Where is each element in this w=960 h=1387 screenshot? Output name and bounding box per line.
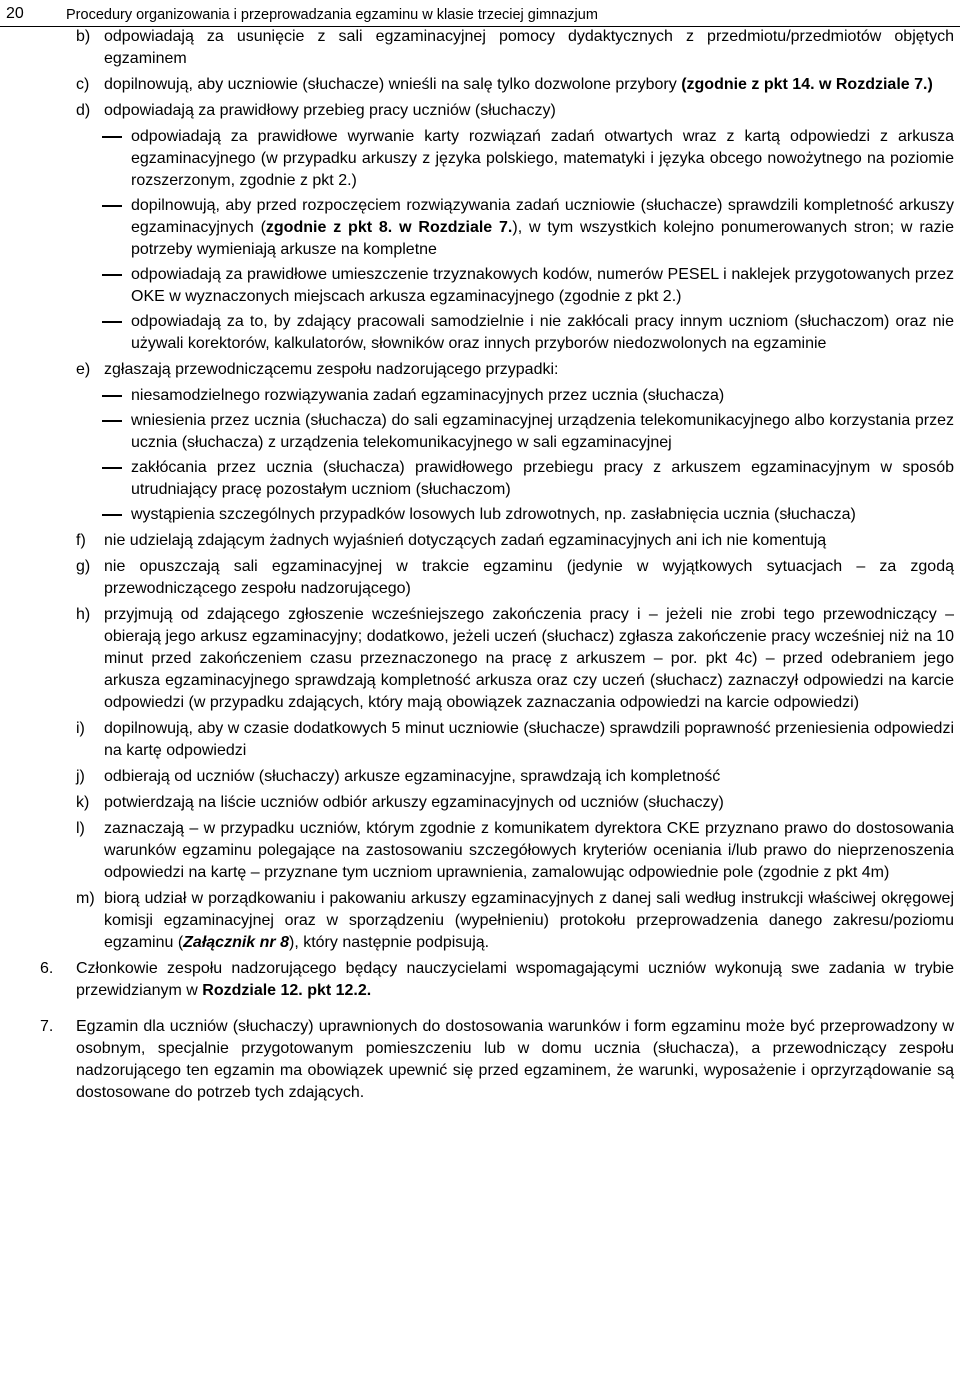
list-item-i	[0, 718, 960, 762]
item-label: b)	[76, 28, 91, 45]
item-text: potwierdzają na liście uczniów odbiór arkuszy egzaminacyjnych od uczniów (słuchaczy)	[104, 794, 724, 811]
dash-item-e1	[0, 385, 960, 407]
item-text: odbierają od uczniów (słuchaczy) arkusze egzaminacyjne, sprawdzają ich kompletność	[104, 768, 721, 785]
item-label: m)	[76, 890, 95, 907]
item-text: zgłaszają przewodniczącemu zespołu nadzorującego przypadki:	[104, 361, 559, 378]
dash-marker	[102, 274, 122, 276]
list-item-l	[0, 818, 960, 884]
point-label: 6.	[40, 960, 54, 977]
dash-text: wniesienia przez ucznia (słuchacza) do sali egzaminacyjnej urządzenia telekomunikacyjnego albo korzystania przez ucznia (słuchacza) z urządzenia telekomunikacyjnego w sali egzaminacyjnej	[131, 412, 954, 451]
item-label: h)	[76, 606, 91, 623]
item-label: e)	[76, 361, 91, 378]
dash-reference: zgodnie z pkt 8. w Rozdziale 7.	[265, 219, 513, 236]
attachment-reference: Załącznik nr 8	[183, 934, 289, 951]
list-item-h	[0, 604, 960, 714]
item-label: c)	[76, 76, 90, 93]
item-text: odpowiadają za prawidłowy przebieg pracy uczniów (słuchaczy)	[104, 102, 556, 119]
point-6	[0, 958, 960, 1002]
point-text: Egzamin dla uczniów (słuchaczy) uprawnionych do dostosowania warunków i form egzaminu może być przeprowadzony w osobnym, specjalnie przygotowanym pomieszczeniu lub w domu ucznia (słuchacza), a przewodniczący zespołu nadzorującego ten egzamin ma obowiązek upewnić się przed egzaminem, że warunki, wyposażenie i oprzyrządowanie są dostosowane do potrzeb tych zdających.	[76, 1018, 954, 1101]
item-label: i)	[76, 720, 85, 737]
point-text: Członkowie zespołu nadzorującego będący nauczycielami wspomagającymi uczniów wykonują swe zadania w trybie przewidzianym w Rozdziale 12. pkt 12.2.	[76, 960, 954, 999]
item-text: zaznaczają – w przypadku uczniów, którym zgodnie z komunikatem dyrektora CKE przyznano prawo do dostosowania warunków egzaminu polegające na zastosowaniu szczegółowych kryteriów oceniania i/lub prawo do nieprzenoszenia odpowiedzi na kartę – przyznane tym uczniom uprawnienia, zamalowując odpowiednie pole (zgodnie z pkt 4m)	[104, 820, 954, 881]
item-reference: (zgodnie z pkt 14. w Rozdziale 7.)	[681, 76, 933, 93]
item-text: odpowiadają za usunięcie z sali egzaminacyjnej pomocy dydaktycznych z przedmiotu/przedmiotów objętych egzaminem	[104, 28, 954, 67]
dash-item-e4	[0, 504, 960, 526]
item-text: dopilnowują, aby uczniowie (słuchacze) wnieśli na salę tylko dozwolone przybory (zgodnie z pkt 14. w Rozdziale 7.)	[104, 76, 933, 93]
item-text: nie opuszczają sali egzaminacyjnej w trakcie egzaminu (jedynie w wyjątkowych sytuacjach – za zgodą przewodniczącego zespołu nadzorującego)	[104, 558, 954, 597]
dash-marker	[102, 514, 122, 516]
document-body	[0, 26, 960, 1104]
dash-text: wystąpienia szczególnych przypadków losowych lub zdrowotnych, np. zasłabnięcia ucznia (słuchacza)	[131, 506, 856, 523]
item-text: przyjmują od zdającego zgłoszenie wcześniejszego zakończenia pracy i – jeżeli nie zrobi tego przewodniczący – obierają jego arkusz egzaminacyjny; dodatkowo, jeżeli uczeń (słuchacz) zgłasza zakończenie pracy wcześniej niż na 10 minut przed zakończeniem czasu przeznaczonego na pracę z arkuszem – por. pkt 4c) – przed odebraniem jego arkusza egzaminacyjnego sprawdzają kompletność arkusza oraz czy uczeń (słuchacz) zaznaczył odpowiedzi na karcie odpowiedzi (w przypadku zdających, który mają obowiązek zaznaczania odpowiedzi na karcie odpowiedzi)	[104, 606, 954, 711]
list-item-m	[0, 888, 960, 954]
dash-item-d1	[0, 126, 960, 192]
dash-marker	[102, 395, 122, 397]
list-item-j	[0, 766, 960, 788]
item-label: k)	[76, 794, 90, 811]
dash-item-d3	[0, 264, 960, 308]
dash-marker	[102, 205, 122, 207]
dash-item-e2	[0, 410, 960, 454]
dash-text: odpowiadają za prawidłowe wyrwanie karty rozwiązań zadań otwartych wraz z kartą odpowiedzi z arkusza egzaminacyjnego (w przypadku arkuszy z języka polskiego, matematyki i języka obcego nowożytnego na poziomie rozszerzonym, zgodnie z pkt 2.)	[131, 128, 954, 189]
dash-text: odpowiadają za prawidłowe umieszczenie trzyznakowych kodów, numerów PESEL i naklejek przygotowanych przez OKE w wyznaczonych miejscach arkusza egzaminacyjnego (zgodnie z pkt 2.)	[131, 266, 954, 305]
item-text: dopilnowują, aby w czasie dodatkowych 5 minut uczniowie (słuchacze) sprawdzili poprawność przeniesienia odpowiedzi na kartę odpowiedzi	[104, 720, 954, 759]
page-header	[0, 3, 960, 25]
point-reference: Rozdziale 12. pkt 12.2.	[202, 982, 372, 999]
item-label: f)	[76, 532, 86, 549]
point-7	[0, 1016, 960, 1104]
page-number: 20	[6, 5, 24, 22]
dash-item-d4	[0, 311, 960, 355]
list-item-k	[0, 792, 960, 814]
dash-item-e3	[0, 457, 960, 501]
item-label: j)	[76, 768, 85, 785]
item-text: biorą udział w porządkowaniu i pakowaniu arkuszy egzaminacyjnych z danej sali według instrukcji właściwej okręgowej komisji egzaminacyjnej oraz w sporządzeniu (wypełnieniu) protokołu przeprowadzenia danego zakresu/poziomu egzaminu (Załącznik nr 8), który następnie podpisują.	[104, 890, 954, 951]
list-item-b	[0, 26, 960, 70]
dash-item-d2	[0, 195, 960, 261]
dash-marker	[102, 321, 122, 323]
list-item-f	[0, 530, 960, 552]
dash-text: odpowiadają za to, by zdający pracowali samodzielnie i nie zakłócali pracy innym uczniom (słuchaczom) oraz nie używali korektorów, kalkulatorów, słowników oraz innych przyborów niedozwolonych na egzaminie	[131, 313, 954, 352]
dash-text: zakłócania przez ucznia (słuchacza) prawidłowego przebiegu pracy z arkuszem egzaminacyjnym w sposób utrudniający pracę pozostałym uczniom (słuchaczom)	[131, 459, 954, 498]
dash-marker	[102, 420, 122, 422]
dash-text: niesamodzielnego rozwiązywania zadań egzaminacyjnych przez ucznia (słuchacza)	[131, 387, 725, 404]
item-label: l)	[76, 820, 85, 837]
item-label: d)	[76, 102, 91, 119]
item-label: g)	[76, 558, 91, 575]
running-title: Procedury organizowania i przeprowadzania egzaminu w klasie trzeciej gimnazjum	[66, 7, 598, 23]
list-item-c	[0, 74, 960, 96]
item-text: nie udzielają zdającym żadnych wyjaśnień dotyczących zadań egzaminacyjnych ani ich nie komentują	[104, 532, 827, 549]
list-item-e	[0, 359, 960, 381]
dash-text: dopilnowują, aby przed rozpoczęciem rozwiązywania zadań uczniowie (słuchacze) sprawdzili kompletność arkuszy egzaminacyjnych (zgodnie z pkt 8. w Rozdziale 7.), w tym wszystkich kolejno ponumerowanych stron; w razie potrzeby wymieniają arkusze na kompletne	[131, 197, 954, 258]
dash-marker	[102, 467, 122, 469]
dash-marker	[102, 136, 122, 138]
point-label: 7.	[40, 1018, 54, 1035]
list-item-g	[0, 556, 960, 600]
list-item-d	[0, 100, 960, 122]
